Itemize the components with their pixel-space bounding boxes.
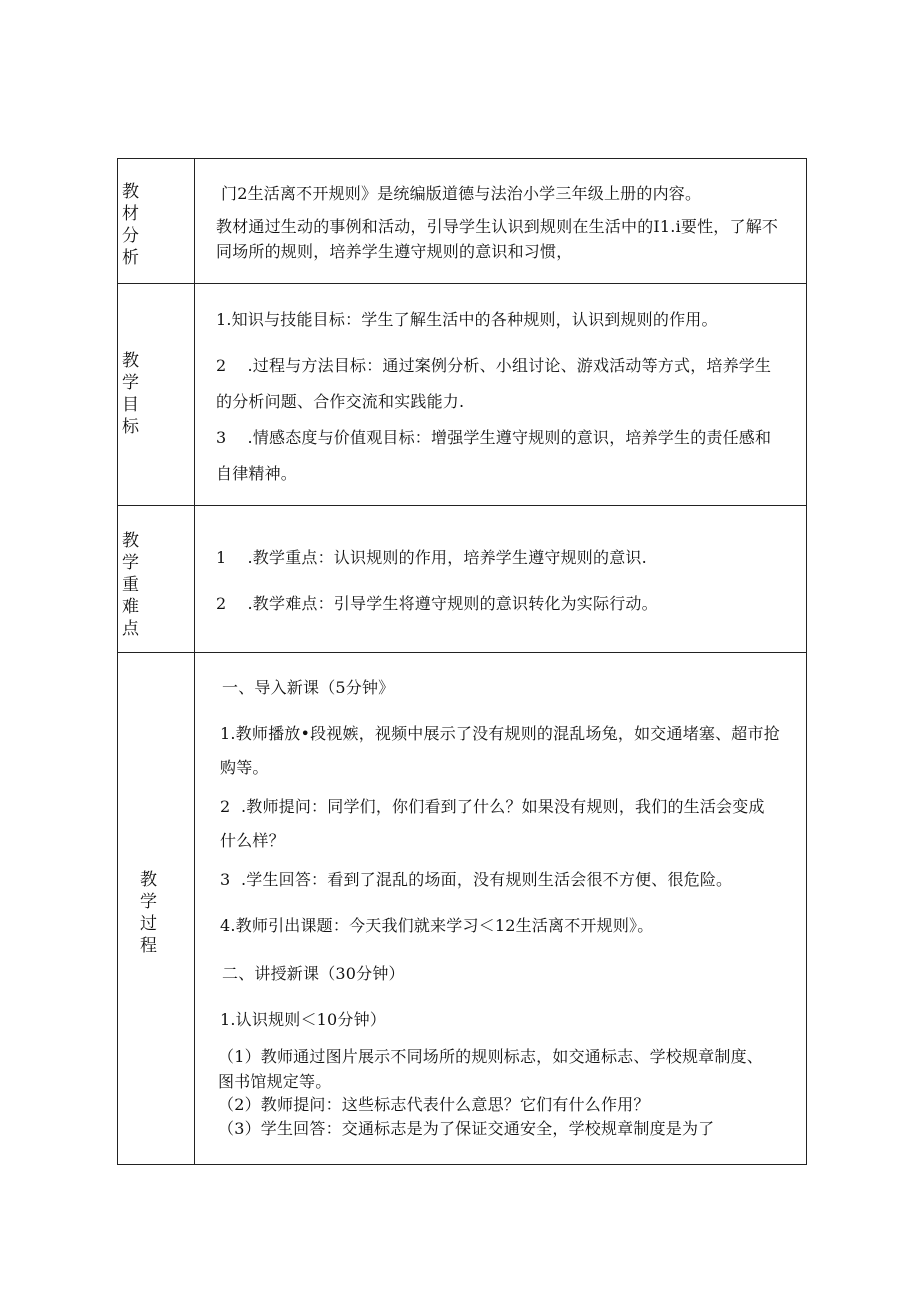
text-line: （3）学生回答：交通标志是为了保证交通安全，学校规章制度是为了 (218, 1119, 715, 1138)
label-char: 学 (140, 892, 157, 912)
row-teaching-objectives (118, 284, 807, 506)
text-line: 门2生活离不开规则》是统编版道德与法治小学三年级上册的内容。 (221, 184, 702, 203)
text-line: 3 .学生回答：看到了混乱的场面，没有规则生活会很不方便、很危险。 (220, 870, 733, 889)
section-heading: 一、导入新课（5分钟》 (222, 678, 395, 697)
text-line: 1 .教学重点：认识规则的作用，培养学生遵守规则的意识. (216, 548, 647, 567)
row-label-cell (118, 159, 195, 284)
text-line: 的分析问题、合作交流和实践能力. (216, 392, 465, 411)
row-content-cell (195, 653, 807, 1165)
label-char: 分 (122, 226, 139, 246)
row-content-cell (195, 159, 807, 284)
row-label (122, 530, 139, 640)
text-line: 购等。 (220, 758, 269, 777)
text-line: 自律精神。 (216, 464, 298, 483)
text-line: 2 .教师提问：同学们，你们看到了什么？如果没有规则，我们的生活会变成 (220, 797, 765, 816)
row-content-cell (195, 284, 807, 506)
label-char: 重 (122, 575, 139, 595)
label-char: 教 (122, 182, 139, 202)
label-char: 学 (122, 373, 139, 393)
label-char: 析 (122, 248, 139, 268)
label-char: 标 (122, 417, 139, 437)
row-label (122, 350, 139, 438)
text-line: 1.教师播放•段视嫉，视频中展示了没有规则的混乱场兔，如交通堵塞、超市抢 (220, 724, 780, 743)
label-char: 目 (122, 395, 139, 415)
text-line: 3 .情感态度与价值观目标：增强学生遵守规则的意识，培养学生的责任感和 (216, 428, 772, 447)
text-line: 什么样？ (220, 831, 285, 850)
label-char: 教 (122, 531, 139, 551)
row-label-cell (118, 506, 195, 653)
text-line: 同场所的规则，培养学生遵守规则的意识和习惯， (216, 242, 573, 261)
row-teaching-process (118, 653, 807, 1165)
row-label (122, 181, 139, 269)
row-content-cell (195, 506, 807, 653)
row-label-cell (118, 284, 195, 506)
lesson-plan-table (117, 158, 807, 1165)
label-char: 材 (122, 204, 139, 224)
label-char: 点 (122, 619, 139, 639)
label-char: 教 (122, 351, 139, 371)
text-line: 2 .过程与方法目标：通过案例分析、小组讨论、游戏活动等方式，培养学生 (216, 356, 772, 375)
label-char: 学 (122, 553, 139, 573)
text-line: 4.教师引出课题：今天我们就来学习＜12生活离不开规则》。 (220, 916, 654, 935)
text-line: 2 .教学难点：引导学生将遵守规则的意识转化为实际行动。 (216, 594, 658, 613)
row-key-difficult-points (118, 506, 807, 653)
text-line: 1.知识与技能目标：学生了解生活中的各种规则，认识到规则的作用。 (216, 310, 718, 329)
row-label-cell (118, 653, 195, 1165)
label-char: 教 (140, 870, 157, 890)
label-char: 难 (122, 597, 139, 617)
row-label (140, 869, 157, 957)
text-line: 1.认识规则＜10分钟） (220, 1010, 387, 1029)
text-line: 图书馆规定等。 (218, 1072, 332, 1091)
label-char: 过 (140, 914, 157, 934)
label-char: 程 (140, 936, 157, 956)
row-textbook-analysis (118, 159, 807, 284)
text-line: （2）教师提问：这些标志代表什么意思？它们有什么作用？ (218, 1095, 650, 1114)
text-line: 教材通过生动的事例和活动，引导学生认识到规则在生活中的I1.i要性，了解不 (216, 217, 779, 236)
text-line: （1）教师通过图片展示不同场所的规则标志，如交通标志、学校规章制度、 (218, 1047, 763, 1066)
section-heading: 二、讲授新课（30分钟） (222, 964, 405, 983)
